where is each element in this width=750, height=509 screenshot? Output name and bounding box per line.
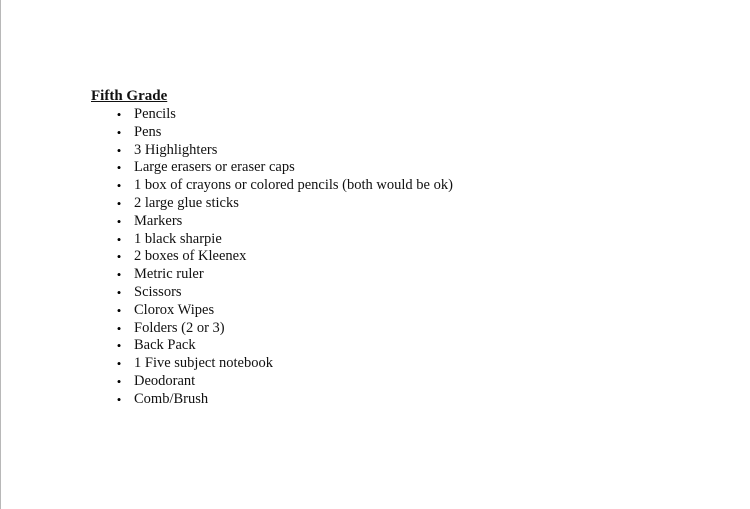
list-item-text: Markers bbox=[134, 212, 183, 229]
list-item-text: 1 Five subject notebook bbox=[134, 355, 273, 372]
list-item-text: Metric ruler bbox=[134, 266, 204, 283]
bullet-icon: • bbox=[116, 284, 122, 300]
list-item-text: Deodorant bbox=[134, 372, 196, 389]
list-item-text: Scissors bbox=[134, 283, 182, 300]
list-item-text: Pens bbox=[134, 123, 162, 140]
bullet-icon: • bbox=[116, 231, 122, 247]
bullet-icon: • bbox=[116, 124, 122, 140]
page-edge-divider bbox=[0, 0, 1, 509]
list-item-text: Comb/Brush bbox=[134, 390, 209, 407]
list-item-text: Folders (2 or 3) bbox=[134, 319, 225, 336]
list-item-text: 1 black sharpie bbox=[134, 230, 222, 247]
list-item-text: Large erasers or eraser caps bbox=[134, 159, 295, 176]
bullet-icon: • bbox=[116, 213, 122, 229]
bullet-icon: • bbox=[116, 195, 122, 211]
bullet-icon: • bbox=[116, 267, 122, 283]
bullet-icon: • bbox=[116, 107, 122, 122]
bullet-icon: • bbox=[116, 178, 122, 194]
list-item-text: 1 box of crayons or colored pencils (both would be ok) bbox=[134, 177, 453, 194]
bullet-icon: • bbox=[116, 302, 122, 318]
bullet-icon: • bbox=[116, 142, 122, 158]
bullet-icon: • bbox=[116, 320, 122, 336]
list-item-text: 2 boxes of Kleenex bbox=[134, 248, 247, 265]
list-item-text: Clorox Wipes bbox=[134, 301, 215, 318]
bullet-icon: • bbox=[116, 391, 122, 407]
list-item-text: Back Pack bbox=[134, 337, 196, 354]
page-title: Fifth Grade bbox=[91, 88, 168, 104]
list-item-text: 2 large glue sticks bbox=[134, 194, 239, 211]
list-item-text: 3 Highlighters bbox=[134, 141, 218, 158]
bullet-icon: • bbox=[116, 338, 122, 354]
bullet-icon: • bbox=[116, 356, 122, 372]
bullet-icon: • bbox=[116, 249, 122, 265]
bullet-icon: • bbox=[116, 160, 122, 176]
bullet-icon: • bbox=[116, 373, 122, 389]
list-item-text: Pencils bbox=[134, 106, 176, 122]
